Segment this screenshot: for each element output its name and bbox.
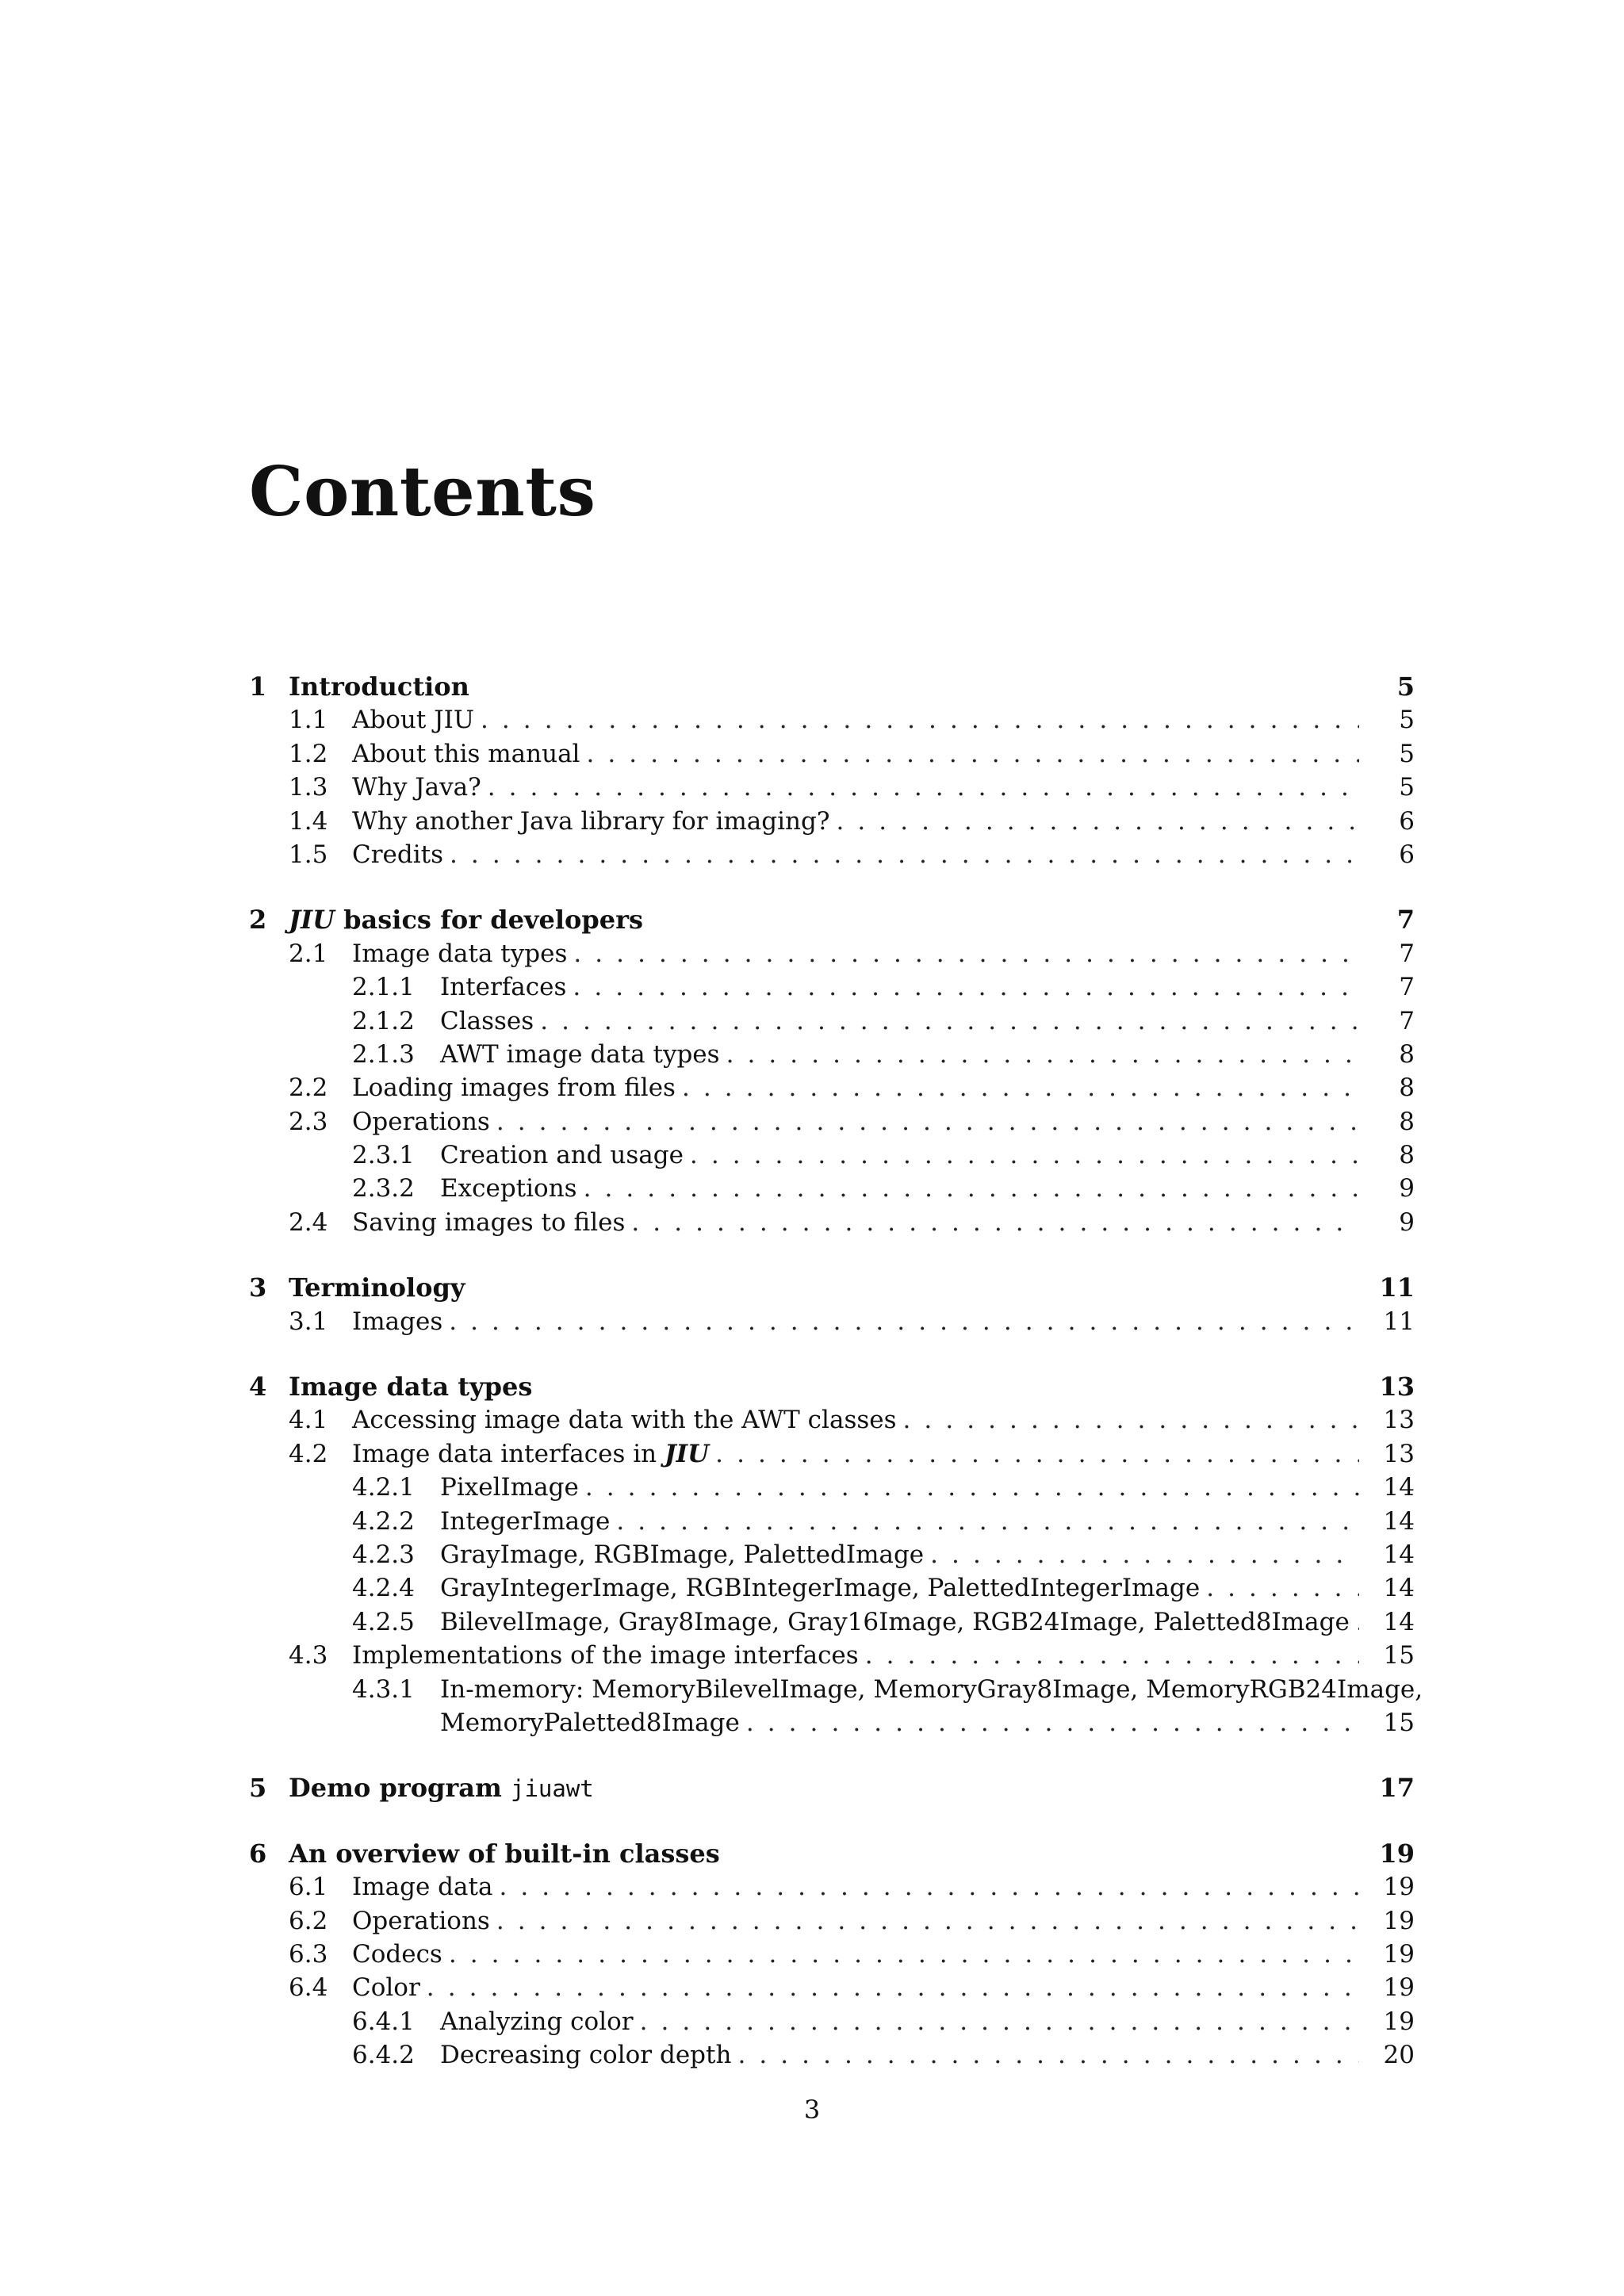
subsection-page: 20 xyxy=(1383,2041,1415,2070)
section-title: Implementations of the image interfaces xyxy=(352,1641,859,1670)
dot-leader xyxy=(640,2005,1359,2038)
subsection-page: 14 xyxy=(1383,1473,1415,1502)
chapter-number: 1 xyxy=(249,672,267,702)
section-title: Accessing image data with the AWT classes xyxy=(352,1406,897,1435)
toc-chapter xyxy=(249,1837,1415,2072)
toc-entry[interactable] xyxy=(249,1904,1415,1938)
dot-leader xyxy=(726,1038,1359,1071)
subsection-title: Decreasing color depth xyxy=(440,2041,732,2070)
section-title: Why Java? xyxy=(352,773,481,802)
toc-entry[interactable] xyxy=(249,1605,1415,1639)
section-page: 19 xyxy=(1383,1873,1415,1902)
toc-entry[interactable] xyxy=(249,838,1415,871)
subsection-number: 4.2.4 xyxy=(352,1574,415,1603)
section-page: 13 xyxy=(1383,1406,1415,1435)
toc-entry-continuation[interactable] xyxy=(249,1706,1415,1739)
section-page: 11 xyxy=(1383,1307,1415,1336)
subsection-page: 7 xyxy=(1399,973,1415,1002)
chapter-title: Image data types xyxy=(289,1372,533,1402)
section-page: 5 xyxy=(1399,706,1415,735)
toc-chapter xyxy=(249,1271,1415,1338)
toc-entry[interactable] xyxy=(249,1538,1415,1571)
section-page: 19 xyxy=(1383,1939,1415,1969)
subsection-title: BilevelImage, Gray8Image, Gray16Image, RGB24Image, Paletted8Image xyxy=(440,1607,1350,1636)
section-number: 4.3 xyxy=(289,1641,328,1670)
subsection-page: 8 xyxy=(1399,1039,1415,1069)
chapter-number: 2 xyxy=(249,905,267,936)
dot-leader xyxy=(450,838,1359,871)
dot-leader xyxy=(930,1538,1359,1571)
chapter-number: 5 xyxy=(249,1773,267,1804)
dot-leader xyxy=(631,1206,1359,1239)
chapter-title-text: Demo program xyxy=(289,1773,511,1804)
dot-leader xyxy=(1356,1605,1359,1639)
toc-entry[interactable] xyxy=(249,771,1415,804)
section-page: 19 xyxy=(1383,1973,1415,2003)
dot-leader xyxy=(481,703,1359,737)
chapter-title xyxy=(289,1771,594,1805)
subsection-number: 2.1.2 xyxy=(352,1006,415,1035)
section-number: 2.4 xyxy=(289,1207,328,1237)
section-title: Images xyxy=(352,1307,443,1336)
section-page: 9 xyxy=(1399,1207,1415,1237)
toc-entry[interactable] xyxy=(249,1004,1415,1038)
section-title: Image data xyxy=(352,1873,493,1902)
dot-leader xyxy=(903,1403,1359,1437)
toc-entry[interactable] xyxy=(249,1870,1415,1904)
subsection-page: 9 xyxy=(1399,1174,1415,1203)
section-number: 6.1 xyxy=(289,1873,328,1902)
section-page: 6 xyxy=(1399,840,1415,869)
section-title: Codecs xyxy=(352,1939,442,1969)
section-page: 8 xyxy=(1399,1107,1415,1136)
subsection-number: 4.2.1 xyxy=(352,1473,415,1502)
toc-entry[interactable] xyxy=(249,1038,1415,1071)
toc-entry[interactable] xyxy=(249,805,1415,838)
section-page: 15 xyxy=(1383,1641,1415,1670)
chapter-page: 11 xyxy=(1379,1272,1415,1303)
subsection-page: 14 xyxy=(1383,1607,1415,1636)
subsection-title: Exceptions xyxy=(440,1174,577,1203)
chapter-number: 6 xyxy=(249,1838,267,1869)
subsection-number: 4.3.1 xyxy=(352,1674,415,1704)
subsection-title: Analyzing color xyxy=(440,2007,634,2036)
toc-entry[interactable] xyxy=(249,2038,1415,2072)
dot-leader xyxy=(1206,1571,1359,1605)
section-number: 1.3 xyxy=(289,773,328,802)
toc-entry[interactable] xyxy=(249,1639,1415,1672)
section-title: About JIU xyxy=(352,706,474,735)
subsection-page: 15 xyxy=(1383,1708,1415,1737)
toc-entry[interactable] xyxy=(249,1673,1423,1706)
section-title xyxy=(352,1437,709,1471)
toc-entry[interactable] xyxy=(249,1105,1415,1138)
table-of-contents xyxy=(249,670,1423,2103)
toc-chapter-entry[interactable] xyxy=(249,1837,1415,1870)
subsection-title: Classes xyxy=(440,1006,534,1035)
dot-leader xyxy=(584,1172,1359,1205)
page-title: Contents xyxy=(249,452,596,532)
section-page: 7 xyxy=(1399,939,1415,968)
section-title-text: Image data interfaces in xyxy=(352,1439,665,1468)
dot-leader xyxy=(737,2038,1359,2072)
section-number: 1.1 xyxy=(289,706,328,735)
subsection-number: 6.4.2 xyxy=(352,2041,415,2070)
chapter-title-text: basics for developers xyxy=(335,905,643,936)
chapter-title: Terminology xyxy=(289,1272,465,1303)
subsection-title: GrayImage, RGBImage, PalettedImage xyxy=(440,1540,925,1569)
subsection-number: 2.3.1 xyxy=(352,1141,415,1170)
chapter-page: 17 xyxy=(1379,1773,1415,1804)
dot-leader xyxy=(585,1471,1359,1504)
toc-chapter-entry[interactable] xyxy=(249,670,1415,703)
subsection-title: Creation and usage xyxy=(440,1141,684,1170)
section-page: 8 xyxy=(1399,1073,1415,1103)
toc-entry[interactable] xyxy=(249,937,1415,970)
toc-chapter xyxy=(249,1370,1423,1739)
section-number: 2.3 xyxy=(289,1107,328,1136)
toc-entry[interactable] xyxy=(249,1305,1415,1338)
dot-leader xyxy=(496,1904,1359,1938)
subsection-number: 2.1.3 xyxy=(352,1039,415,1069)
subsection-title: PixelImage xyxy=(440,1473,579,1502)
section-number: 1.2 xyxy=(289,739,328,768)
subsection-title: GrayIntegerImage, RGBIntegerImage, PalettedIntegerImage xyxy=(440,1574,1201,1603)
toc-entry[interactable] xyxy=(249,1571,1415,1605)
subsection-number: 4.2.5 xyxy=(352,1607,415,1636)
subsection-title: IntegerImage xyxy=(440,1506,611,1536)
section-title-emphasis: JIU xyxy=(664,1439,710,1468)
section-title: Color xyxy=(352,1973,420,2003)
subsection-page: 14 xyxy=(1383,1540,1415,1569)
section-page: 5 xyxy=(1399,739,1415,768)
dot-leader xyxy=(836,805,1359,838)
section-number: 4.1 xyxy=(289,1406,328,1435)
section-number: 2.1 xyxy=(289,939,328,968)
dot-leader xyxy=(690,1138,1359,1172)
section-title: Operations xyxy=(352,1107,490,1136)
chapter-title: Introduction xyxy=(289,672,469,702)
toc-chapter-entry[interactable] xyxy=(249,1370,1415,1403)
section-number: 1.4 xyxy=(289,806,328,836)
chapter-title-code: jiuawt xyxy=(511,1775,594,1803)
dot-leader xyxy=(449,1938,1359,1971)
toc-entry[interactable] xyxy=(249,1938,1415,1971)
subsection-title: AWT image data types xyxy=(440,1039,720,1069)
chapter-page: 5 xyxy=(1396,672,1415,702)
subsection-title-continued: MemoryPaletted8Image xyxy=(440,1708,740,1737)
toc-entry[interactable] xyxy=(249,1172,1415,1205)
toc-entry[interactable] xyxy=(249,1206,1415,1239)
section-number: 2.2 xyxy=(289,1073,328,1103)
subsection-title: Interfaces xyxy=(440,973,567,1002)
subsection-number: 2.3.2 xyxy=(352,1174,415,1203)
section-title: Credits xyxy=(352,840,444,869)
chapter-number: 3 xyxy=(249,1272,267,1303)
section-title: Image data types xyxy=(352,939,568,968)
toc-entry[interactable] xyxy=(249,737,1415,771)
toc-chapter xyxy=(249,1771,1415,1804)
chapter-number: 4 xyxy=(249,1372,267,1402)
section-number: 3.1 xyxy=(289,1307,328,1336)
chapter-title-emphasis: JIU xyxy=(289,905,335,936)
subsection-number: 2.1.1 xyxy=(352,973,415,1002)
dot-leader xyxy=(427,1971,1359,2004)
section-page: 6 xyxy=(1399,806,1415,836)
dot-leader xyxy=(573,970,1359,1004)
section-number: 1.5 xyxy=(289,840,328,869)
toc-chapter xyxy=(249,903,1415,1239)
section-title: Operations xyxy=(352,1906,490,1935)
dot-leader xyxy=(488,771,1359,804)
section-title: Saving images to files xyxy=(352,1207,626,1237)
chapter-title xyxy=(289,903,643,936)
dot-leader xyxy=(573,937,1359,970)
subsection-page: 14 xyxy=(1383,1574,1415,1603)
toc-entry[interactable] xyxy=(249,1403,1415,1437)
toc-entry[interactable] xyxy=(249,1071,1415,1104)
dot-leader xyxy=(449,1305,1359,1338)
section-number: 4.2 xyxy=(289,1439,328,1468)
section-page: 19 xyxy=(1383,1906,1415,1935)
toc-entry[interactable] xyxy=(249,1437,1415,1471)
subsection-page: 7 xyxy=(1399,1006,1415,1035)
toc-entry[interactable] xyxy=(249,970,1415,1004)
toc-entry[interactable] xyxy=(249,1505,1415,1538)
section-number: 6.3 xyxy=(289,1939,328,1969)
chapter-page: 13 xyxy=(1379,1372,1415,1402)
toc-chapter xyxy=(249,670,1415,871)
section-number: 6.4 xyxy=(289,1973,328,2003)
toc-entry[interactable] xyxy=(249,703,1415,737)
dot-leader xyxy=(496,1105,1359,1138)
toc-entry[interactable] xyxy=(249,1138,1415,1172)
dot-leader xyxy=(586,737,1359,771)
subsection-page: 19 xyxy=(1383,2007,1415,2036)
toc-chapter-entry[interactable] xyxy=(249,903,1415,936)
section-page: 5 xyxy=(1399,773,1415,802)
chapter-page: 19 xyxy=(1379,1838,1415,1869)
page-number: 3 xyxy=(803,2095,821,2125)
section-title: About this manual xyxy=(352,739,580,768)
toc-chapter-entry[interactable] xyxy=(249,1271,1415,1304)
dot-leader xyxy=(499,1870,1359,1904)
toc-entry[interactable] xyxy=(249,2005,1415,2038)
section-number: 6.2 xyxy=(289,1906,328,1935)
chapter-page: 7 xyxy=(1396,905,1415,936)
dot-leader xyxy=(746,1706,1359,1739)
dot-leader xyxy=(865,1639,1359,1672)
subsection-page: 14 xyxy=(1383,1506,1415,1536)
toc-entry[interactable] xyxy=(249,1471,1415,1504)
section-title: Loading images from files xyxy=(352,1073,676,1103)
dot-leader xyxy=(715,1437,1359,1471)
section-page: 13 xyxy=(1383,1439,1415,1468)
dot-leader xyxy=(682,1071,1359,1104)
subsection-page: 8 xyxy=(1399,1141,1415,1170)
toc-entry[interactable] xyxy=(249,1971,1415,2004)
chapter-title: An overview of built-in classes xyxy=(289,1838,720,1869)
subsection-number: 4.2.2 xyxy=(352,1506,415,1536)
dot-leader xyxy=(540,1004,1359,1038)
section-title: Why another Java library for imaging? xyxy=(352,806,830,836)
dot-leader xyxy=(616,1505,1359,1538)
subsection-number: 4.2.3 xyxy=(352,1540,415,1569)
toc-chapter-entry[interactable] xyxy=(249,1771,1415,1804)
subsection-title: In-memory: MemoryBilevelImage, MemoryGray8Image, MemoryRGB24Image, xyxy=(440,1674,1423,1704)
subsection-number: 6.4.1 xyxy=(352,2007,415,2036)
